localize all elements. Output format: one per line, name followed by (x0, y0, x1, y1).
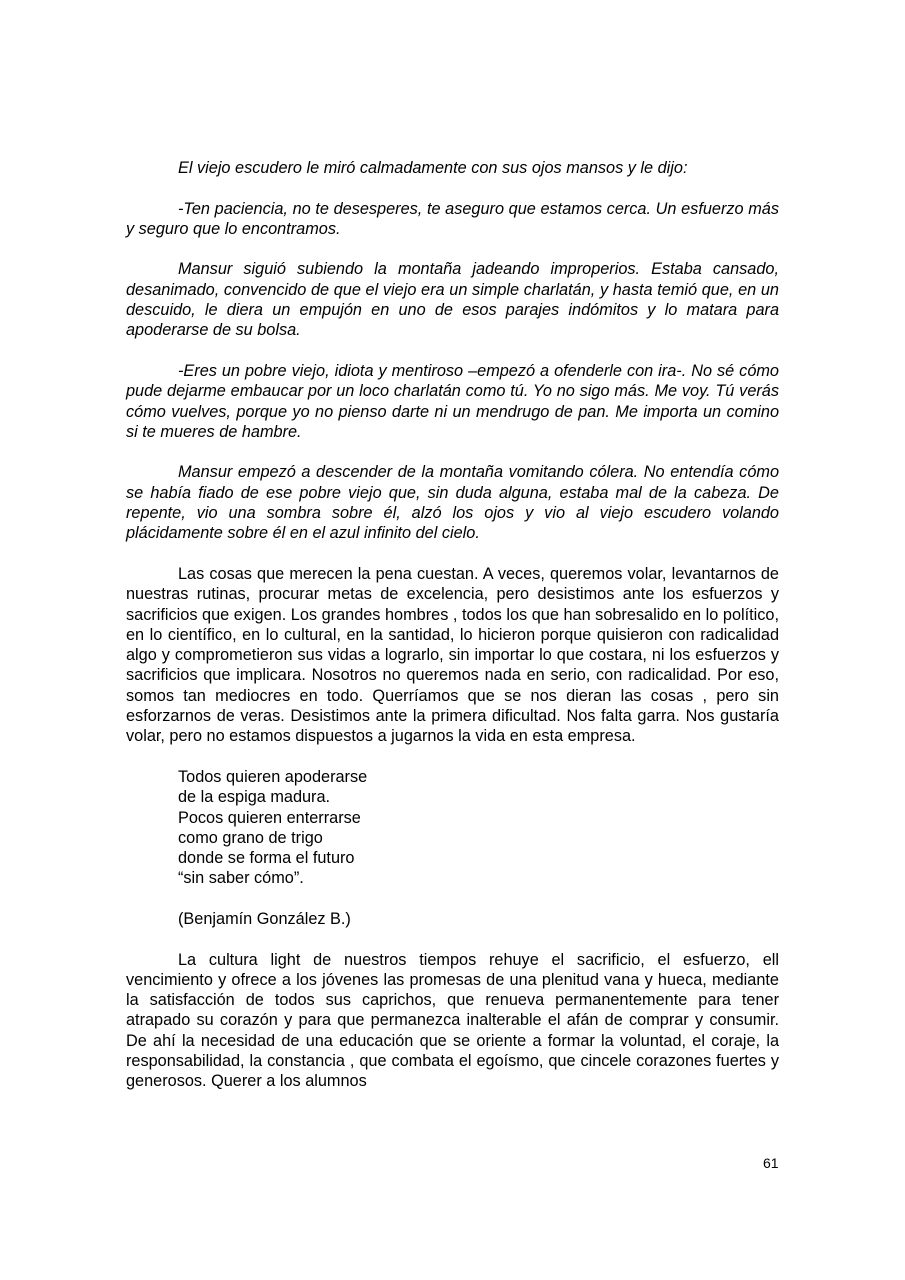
paragraph-eres-pobre-viejo: -Eres un pobre viejo, idiota y mentiroso –empezó a ofenderle con ira-. No sé cómo pude dejarme embaucar por un loco charlatán como tú. Yo no sigo más. Me voy. Tú verás cómo vuelves, porque yo no pienso darte ni un mendrugo de pan. Me importa un comino si te mueres de hambre. (126, 361, 779, 441)
poem (178, 767, 779, 889)
poem-line: como grano de trigo (178, 828, 323, 847)
paragraph-cultura-light: La cultura light de nuestros tiempos rehuye el sacrificio, el esfuerzo, ell vencimiento y ofrece a los jóvenes las promesas de una plenitud vana y hueca, mediante la satisfacción de todos sus caprichos, que renueva permanentemente para tener atrapado su corazón y para que permanezca inalterable el afán de comprar y consumir. De ahí la necesidad de una educación que se oriente a formar la voluntad, el coraje, la responsabilidad, la constancia , que combata el egoísmo, que cincele corazones fuertes y generosos. Querer a los alumnos (126, 950, 779, 1091)
poem-line: donde se forma el futuro (178, 849, 355, 868)
paragraph-mansur-subiendo: Mansur siguió subiendo la montaña jadeando improperios. Estaba cansado, desanimado, convencido de que el viejo era un simple charlatán, y hasta temió que, en un descuido, le diera un empujón en uno de esos parajes indómitos y lo matara para apoderarse de su bolsa. (126, 260, 779, 340)
paragraph-paciencia: -Ten paciencia, no te desesperes, te aseguro que estamos cerca. Un esfuerzo más y seguro que lo encontramos. (126, 199, 779, 238)
poem-line: Pocos quieren enterrarse (178, 808, 361, 827)
paragraph-essay: Las cosas que merecen la pena cuestan. A veces, queremos volar, levantarnos de nuestras rutinas, procurar metas de excelencia, pero desistimos ante los esfuerzos y sacrificios que exigen. Los grandes hombres , todos los que han sobresalido en lo político, en lo científico, en lo cultural, en la santidad, lo hicieron porque quisieron con radicalidad algo y comprometieron sus vidas a lograrlo, sin importar lo que costara, ni los esfuerzos y sacrificios que implicara. Nosotros no queremos nada en serio, con radicalidad. Por eso, somos tan mediocres en todo. Querríamos que se nos dieran las cosas , pero sin esforzarnos de veras. Desistimos ante la primera dificultad. Nos falta garra. Nos gustaría volar, pero no estamos dispuestos a jugarnos la vida en esta empresa. (126, 564, 779, 746)
paragraph-mansur-desciende: Mansur empezó a descender de la montaña vomitando cólera. No entendía cómo se había fiado de ese pobre viejo que, sin duda alguna, estaba mal de la cabeza. De repente, vio una sombra sobre él, alzó los ojos y vio al viejo escudero volando plácidamente sobre él en el azul infinito del cielo. (126, 463, 779, 543)
paragraph-escudero-reply: El viejo escudero le miró calmadamente con sus ojos mansos y le dijo: (178, 159, 688, 177)
poem-line: de la espiga madura. (178, 788, 331, 807)
page-body (126, 158, 779, 1112)
page-number: 61 (763, 1155, 779, 1171)
poem-attribution: (Benjamín González B.) (178, 909, 351, 928)
poem-line: “sin saber cómo”. (178, 869, 304, 888)
poem-line: Todos quieren apoderarse (178, 767, 368, 786)
